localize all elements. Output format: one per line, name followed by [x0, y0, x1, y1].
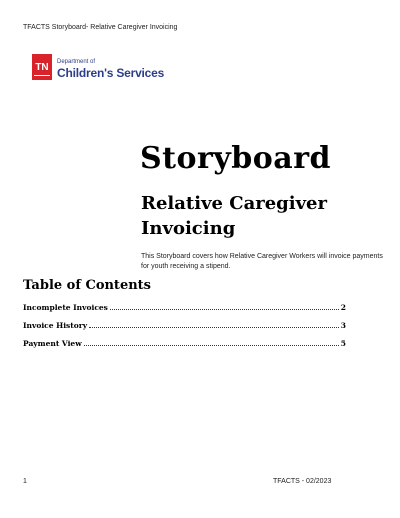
- tn-logo-badge: TN: [32, 54, 52, 80]
- document-description: This Storyboard covers how Relative Caregiver Workers will invoice payments for youth receiving a stipend.: [141, 253, 383, 270]
- logo-agency-name: Children's Services: [57, 66, 165, 80]
- toc-entry-payment-view[interactable]: [23, 338, 346, 348]
- toc-leader-dots: [89, 327, 339, 328]
- toc-leader-dots: [110, 309, 339, 310]
- toc-entry-page[interactable]: 2: [340, 303, 346, 312]
- logo-department-text: Department of: [57, 59, 96, 65]
- toc-heading: Table of Contents: [23, 278, 151, 293]
- subtitle-line-2: Invoicing: [141, 218, 236, 239]
- dcs-logo: [32, 54, 165, 86]
- toc-entry-invoice-history[interactable]: [23, 320, 346, 330]
- toc-entry-label[interactable]: Invoice History: [23, 321, 88, 330]
- subtitle-line-1: Relative Caregiver: [141, 193, 327, 214]
- document-title: Storyboard: [140, 141, 331, 176]
- toc-entry-label[interactable]: Incomplete Invoices: [23, 303, 108, 312]
- footer-version: TFACTS - 02/2023: [273, 478, 332, 485]
- footer-page-number: 1: [23, 478, 27, 485]
- document-subtitle: [141, 191, 361, 241]
- toc-entry-page[interactable]: 5: [340, 339, 346, 348]
- toc-leader-dots: [84, 345, 339, 346]
- toc-entry-incomplete-invoices[interactable]: [23, 302, 346, 312]
- toc-entry-page[interactable]: 3: [340, 321, 346, 330]
- toc-entry-label[interactable]: Payment View: [23, 339, 82, 348]
- running-header: TFACTS Storyboard- Relative Caregiver Invoicing: [23, 24, 178, 31]
